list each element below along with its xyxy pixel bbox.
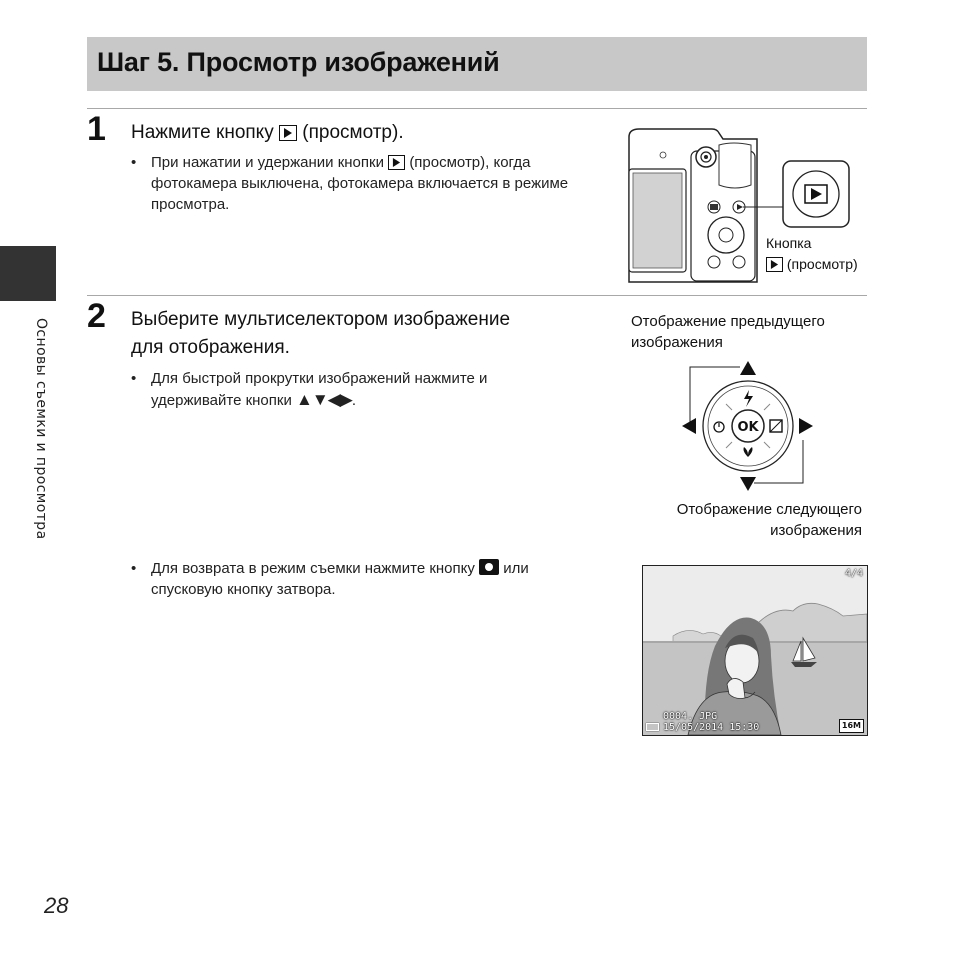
chapter-label: Основы съемки и просмотра <box>33 318 49 540</box>
step-2-bullet-2: • Для возврата в режим съемки нажмите кнопку или спусковую кнопку затвора. <box>131 560 529 598</box>
ok-label: OK <box>737 420 759 435</box>
playback-icon <box>766 257 783 272</box>
next-label-line: изображения <box>770 522 862 539</box>
arrow-keys-glyphs: ▲▼◀▶ <box>296 390 352 409</box>
prev-image-label <box>631 311 825 353</box>
arrow-left-icon <box>682 418 696 434</box>
bullet-text: (просмотр), когда <box>409 154 531 171</box>
multiselector-diagram <box>670 355 820 495</box>
step-2-line: Выберите мультиселектором изображение <box>131 309 511 330</box>
sample-photo <box>643 566 867 735</box>
bullet-text: или <box>503 560 529 577</box>
bullet-text: Для быстрой прокрутки изображений нажмите и <box>151 370 488 387</box>
next-label-line: Отображение следующего <box>676 501 862 518</box>
bullet-text: Для возврата в режим съемки нажмите кнопку <box>151 560 475 577</box>
image-size-badge: 16M <box>839 719 864 733</box>
divider-top <box>87 108 867 109</box>
file-name: 0004. JPG <box>663 711 718 722</box>
arrow-right-icon <box>799 418 813 434</box>
callout-label: Кнопка <box>766 235 812 251</box>
step-1-text-start: Нажмите кнопку <box>131 122 274 143</box>
bullet-text: При нажатии и удержании кнопки <box>151 154 384 171</box>
chapter-tab <box>0 246 56 301</box>
step-2-instruction <box>131 306 601 362</box>
image-counter: 4/4 <box>844 568 863 579</box>
shooting-mode-icon <box>479 559 499 575</box>
playback-icon <box>388 155 405 170</box>
step-1-bullet: • При нажатии и удержании кнопки (просмотр), когда фотокамера выключена, фотокамера включается в режиме просмотра. <box>131 154 569 213</box>
page-number: 28 <box>44 893 69 918</box>
bullet-text: просмотра. <box>151 196 230 213</box>
page-title: Шаг 5. Просмотр изображений <box>97 47 500 77</box>
prev-label-line: изображения <box>631 334 723 351</box>
step-2-bullet-1: • Для быстрой прокрутки изображений нажмите и удерживайте кнопки ▲▼◀▶. <box>131 370 488 409</box>
step-1-number: 1 <box>87 110 106 148</box>
divider-middle <box>87 295 867 296</box>
step-1-text-end: (просмотр). <box>302 122 404 143</box>
step-2-number: 2 <box>87 297 106 335</box>
bullet-text: спусковую кнопку затвора. <box>151 581 336 598</box>
bullet-text: . <box>351 392 356 409</box>
bullet-text: удерживайте кнопки <box>151 392 292 409</box>
battery-icon <box>646 723 659 731</box>
date-time: 15/05/2014 15:30 <box>663 722 760 733</box>
callout-sublabel: (просмотр) <box>786 256 858 272</box>
playback-icon <box>279 125 297 141</box>
arrow-down-icon <box>740 477 756 491</box>
arrow-up-icon <box>740 361 756 375</box>
callout-sublabel-row <box>766 254 858 275</box>
playback-screen <box>642 565 868 736</box>
next-image-label <box>600 499 862 541</box>
prev-label-line: Отображение предыдущего <box>631 313 825 330</box>
bullet-text: фотокамера выключена, фотокамера включается в режиме <box>151 175 569 192</box>
step-1-instruction <box>131 119 404 147</box>
step-2-line: для отображения. <box>131 337 290 358</box>
